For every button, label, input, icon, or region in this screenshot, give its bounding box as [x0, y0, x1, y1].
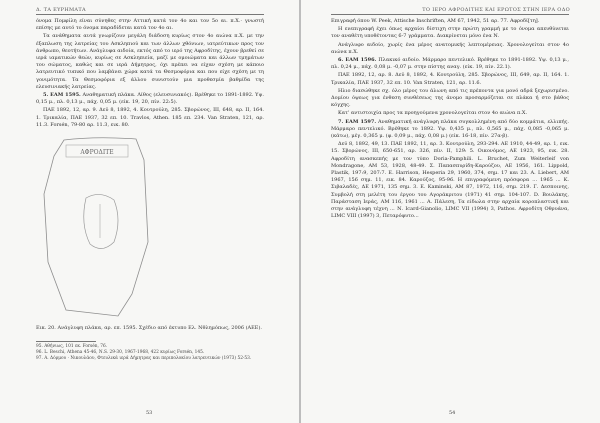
catalog-entry: [331, 57, 569, 71]
paragraph: Η ενεπιγραφή έχει όπως αρχαίοι δίστιχη στην πρώτη γραμμή με το όνομα απευθύνεται τον αναθέτη υποθέτοντας 6-7 γράμματα. Διακρίνεται μόνο ένα Ν.: [331, 26, 569, 40]
page-number-right: 54: [449, 410, 456, 416]
paragraph: Ανάγλυφο αιδοίο, χωρίς ένα μέρος ανατομικής λεπτομέρειας. Χρονολογείται στον 4ο αιώνα π.Χ.: [331, 41, 569, 55]
footnote: 95. Αθήνιως, 101 εκ. Forsén, 76.: [36, 344, 108, 349]
footnote: 97. Α. Δόρμου · Νικουλάου, Φτευλικά ιερά Δήμητρας και περιπολοκίου λατρευτικών (1973) 52-53.: [36, 355, 252, 361]
header-rule: [36, 14, 264, 15]
right-body-text: [331, 18, 569, 221]
inscription-text: ΑΦΡΟΔΙΤΕ: [80, 149, 114, 156]
footnote: 96. L. Beschi, Athena 45-46, Ν.S. 29-30, 1967-1968, 422 κυρίως Forsén, 145.: [36, 349, 205, 355]
left-page: [0, 0, 299, 423]
paragraph: Τα ανάθηματα αυτά γνωρίζουν μεγάλη διάδοση κυρίως στον 4ο αιώνα π.Χ. με την έξαπλωση της λατρείας του Ασκληπιού και των άλλων χθόνιων, ιατρεύτικων προς τον άνθρωπο, θεοτήτων. Ανάγλυφα αιδοία, εκτός από το ιερό της Αφροδίτης, έχουν βρεθεί σε ιερά ιαματικών θεών, κυρίως σε Ασκληπιεία, μαζί με ομοιώματα και άλλων τμημάτων του σώματος, καθώς και σε ιερά Δήμητρος, όχι πρέπει να είχαν σχέση με κάποιο λατρευτικό τυπικό που λαμβάνει χώρα κατά τα Θεσμοφόρια και που είχε σχέση με τη γονιμότητα. Τα Θεσμοφόρια εξ άλλου συνιστούν μια προθεσμία βαθμίδα της ελευσινιακής λατρείας.: [36, 33, 264, 90]
relief-shape: [84, 194, 118, 248]
right-page: [301, 0, 600, 423]
catalog-entry: [36, 92, 264, 106]
running-header-left: Δ. ΤΑ ΕΥΡΗΜΑΤΑ: [36, 7, 86, 13]
paragraph: Επιγραφή όπου W. Peek, Attische Inschriften, AM 67, 1942, 51 αρ. 77. Αφροδί[τη].: [331, 18, 540, 24]
entry-text: Αναθηματική πλάκα. Λίθος (ελευσινιακός). Βρέθηκε το 1891-1892. Υψ. 0,15 μ., πλ. 0,13 μ., πάχ. 0,05 μ. (είκ. 19, 20, πίν. 22:5).: [36, 92, 264, 106]
entry-references: ΠΑΕ 1892, 12, αρ. 9. Δεϋ 8, 1892, 4. Κουτρούλη, 285. Σβορώνος, III, 648, αρ. II, 164. 1. Τρικαλία, ΠΑΕ 1937, 32 επ. 10. Travlos, Athen. 185 επ. 234. Van Straten, 121, αρ. 11.3. Forsén, 79-80 αρ. 11.3, εικ. 80.: [36, 107, 264, 128]
footnote-rule: [36, 341, 96, 342]
page-number-left: 53: [146, 410, 153, 416]
left-body-text: [36, 18, 264, 130]
entry-text: Πλακικό αιδοίο. Μάρμαρο πεντελικό. Βρέθηκε το 1891-1892. Υψ. 0,13 μ., πλ. 0,24 μ., πάχ. 0,08 μ. -0,07 μ. στην πίστης αναγ. (είκ. 19, πίν. 22.1).: [331, 57, 569, 71]
entry-references: Δεϋ 8, 1892, 49, 13. ΠΑΕ 1892, 11, αρ. 3. Κουτρούλη, 293-294. ΑΕ 1910, 44-49, αρ. 1, εικ. 15. Σβορώνος, III, 650-651, αρ. 326, πίν. II, 129: 5. Οικονόμος, ΑΕ 1923, 95, εικ. 28. Αφροδίτη ανασκεπής με τον τύπο Doria-Pamphili. L. Bruchet, Zum Weiterleif von Mondragone, AM 53, 1928, 48-49. Σ. Παπασπυρίδη-Καρούζου, ΑΕ 1956, 161. Lippold, Plastik, 197:9, 207:7. Ε. Harrison, Hesperia 29, 1960, 374, σημ. 17 και 23. A. Liebert, AM 1967, 156 σημ. 11, εικ. 84. Καρούζος, 95-96. Η επιγραφόμενη πρόσφορα ... 1965 ... Κ. Σιβαλαδές, ΔΕ 1971, 135 σημ. 3. Ε. Kaminski, AM 87, 1972, 116, σημ. 219. Γ. Δεσποινης, Συμβολή στη μελέτη του έργου του Αγοράκριτου (1971) 41 σημ. 104-107. D. Βουλάκης, Παράσταση Ιεράς, AM 116, 1961 ... Α. Πάλεση, Τα είδωλα στην αρχαία κοροπλαστική και στην ανάγλυφη τέχνη ... Ν. Icard-Gianolio, LIMC VII (1994) 3, Pathos. Αφροδίτη Οθρυάνα, LIMC VIII (1997) 3, Πεταρόφυτο...: [331, 141, 569, 220]
footnotes: [36, 344, 264, 361]
header-rule: [331, 14, 569, 15]
entry-title: 6. ΕΑΜ 1596.: [338, 57, 377, 64]
entry-text: Αναθηματική ανάγλυφη πλάκα συγκολλημένη από δύο κομμάτια, ελλιπής. Μάρμαρο πεντελικό. Βρέθηκε το 1892. Υψ. 0,435 μ., πλ. 0,565 μ., πάχ. 0,085 -0,065 μ. (κάτω), μέγ. 0,365 μ. (φ. 0,09 μ., πάχ. 0,08 μ.) (είκ. 16-18, πίν. 27α-β).: [331, 118, 570, 140]
paragraph: Ηλιο διασώθηκε σχ. όλο μέρος του άλωνη από τις πρέποντα για μονό αδρά ξεχωρισμένο. Δομίου όψεως για ένθεση συνθέσεως της άνομο προσαρμόζεται σε πλάκα ή στο βάθος κόγχης.: [331, 87, 569, 109]
relief-drawing: [36, 134, 156, 322]
entry-title: 5. ΕΑΜ 1595.: [43, 92, 81, 99]
paragraph: όνομα Πομφίλη είναι σύνηθες στην Αττική κατά τον 4ο και τον 5ο αι. π.Χ.· γνωστή επίσης με αυτό το όνομα παραδίδεται κατά τον 4ο αι.: [36, 18, 264, 32]
figure-caption: Εικ. 20. Ανάγλυφη πλάκα, αρ. επ. 1595. Σχέδιο από έκτυπο Ελ. Νθλημόπως, 2006 (ΑΕΕ).: [36, 325, 262, 331]
entry-references: ΠΑΕ 1892, 12, αρ. 8. Δεϋ 8, 1892, 4. Κουτρούλη, 285. Σβορώνος, III, 649, αρ. II, 164. 1. Τρικαλία, ΠΑΕ 1937, 32 επ. 10. Van Straten, 121, αρ. 11.6.: [331, 72, 569, 86]
catalog-entry: [331, 119, 569, 141]
entry-title: 7. ΕΑΜ 1597.: [338, 118, 377, 125]
relief-outline: [44, 138, 148, 316]
paragraph: Κατ' αντιστοιχία προς τα προηγούμενα χρονολογείται στον 4ο αιώνα π.Χ.: [338, 110, 528, 117]
running-header-right: ΤΟ ΙΕΡΟ ΑΦΡΟΔΙΤΗΣ ΚΑΙ ΕΡΩΤΟΣ ΣΤΗΝ ΙΕΡΑ ΟΔΟ: [422, 7, 570, 13]
relief-drawing-figure: [36, 134, 156, 322]
